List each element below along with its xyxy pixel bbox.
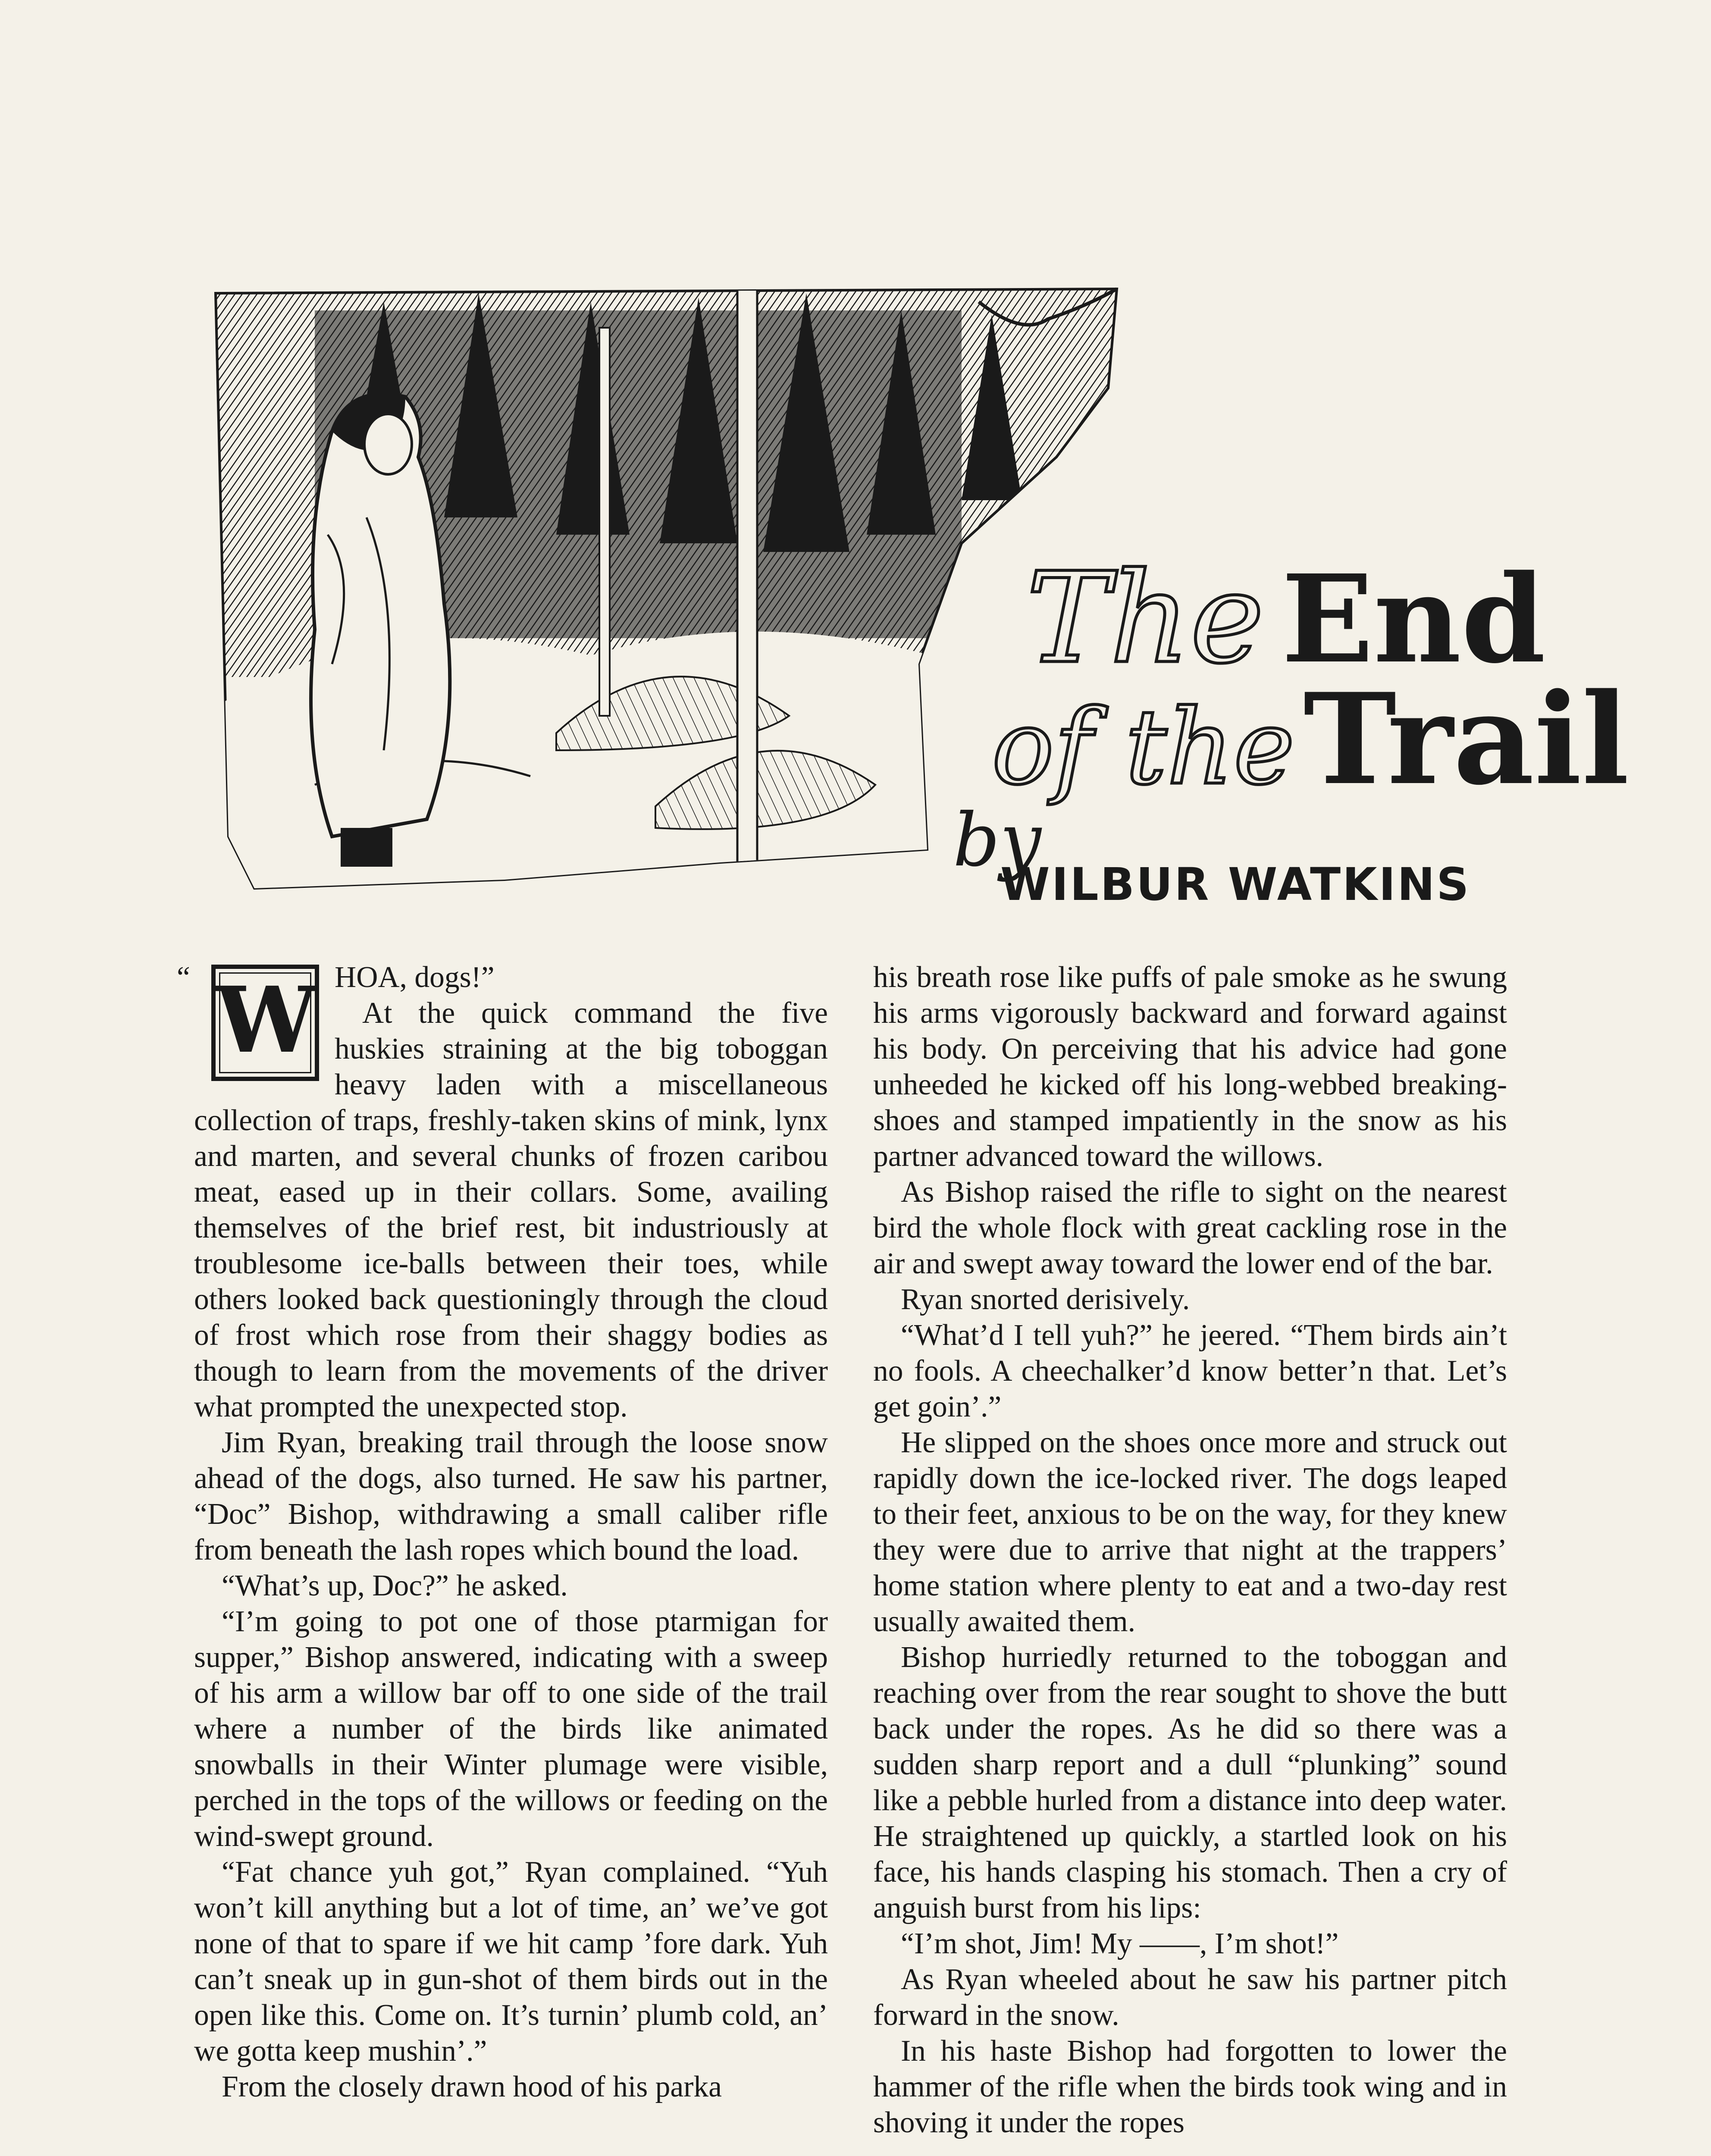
paragraph: Ryan snorted derisively. xyxy=(901,1283,1190,1316)
paragraph: Jim Ryan, breaking trail through the loose snow ahead of the dogs, also turned. He saw his partner, “Doc” Bishop, withdrawing a small caliber rifle from beneath the lash ropes which bound the load. xyxy=(194,1426,828,1567)
title-the: The xyxy=(1026,546,1264,691)
article-column-left xyxy=(177,959,828,2105)
paragraph: his breath rose like puffs of pale smoke as he swung his arms vigorously backward and forward against his body. On perceiving that his advice had gone unheeded he kicked off his long-webbed breaking-shoes and stamped impatiently in the snow as his partner advanced toward the willows. xyxy=(873,961,1507,1173)
paragraph: As Bishop raised the rifle to sight on the nearest bird the whole flock with great cackling rose in the air and swept away toward the lower end of the bar. xyxy=(873,1175,1507,1280)
title-trail: Trail xyxy=(1303,666,1630,813)
paragraph: He slipped on the shoes once more and struck out rapidly down the ice-locked river. The dogs leaped to their feet, anxious to be on the way, for they knew they were due to arrive that night at the trappers’ home station where plenty to eat and a two-day rest usually awaited them. xyxy=(873,1426,1507,1638)
byline-by: by xyxy=(953,798,1041,883)
title-of-the: of the xyxy=(992,687,1295,808)
paragraph: “I’m going to pot one of those ptarmigan for supper,” Bishop answered, indicating with a sweep of his arm a willow bar off to one side of the trail where a number of the birds like animated snowballs in their Winter plumage were visible, perched in the tops of the willows or feeding on the wind-swept ground. xyxy=(194,1605,828,1853)
paragraph: In his haste Bishop had forgotten to lower the hammer of the rifle when the birds took wing and in shoving it under the ropes xyxy=(873,2034,1507,2139)
paragraph: “Fat chance yuh got,” Ryan complained. “Yuh won’t kill anything but a lot of time, an’ we’ve got none of that to spare if we hit camp ’fore dark. Yuh can’t sneak up in gun-shot of them birds out in the open like this. Come on. It’s turnin’ plumb cold, an’ we gotta keep mushin’.” xyxy=(194,1855,828,2068)
paragraph: “What’s up, Doc?” he asked. xyxy=(222,1569,568,1602)
article-title xyxy=(953,546,1630,944)
opening-quote: “ xyxy=(177,961,190,994)
author-name: WILBUR WATKINS xyxy=(1000,858,1471,911)
paragraph: “What’d I tell yuh?” he jeered. “Them birds ain’t no fools. A cheechalker’d know better’n that. Let’s get goin’.” xyxy=(873,1319,1507,1423)
paragraph: At the quick command the five huskies straining at the big toboggan heavy laden with a miscellaneous collection of traps, freshly-taken skins of mink, lynx and marten, and several chunks of frozen caribou meat, eased up in their collars. Some, availing themselves of the brief rest, bit industriously at troublesome ice-balls between their toes, while others looked back questioningly through the cloud of frost which rose from their shaggy bodies as though to learn from the movements of the driver what prompted the unexpected stop. xyxy=(194,997,828,1423)
paragraph: Bishop hurriedly returned to the toboggan and reaching over from the rear sought to shove the butt back under the ropes. As he did so there was a sudden sharp report and a dull “plunking” sound like a pebble hurled from a distance into deep water. He straightened up quickly, a startled look on his face, his hands clasping his stomach. Then a cry of anguish burst from his lips: xyxy=(873,1641,1507,1924)
paragraph: “ W HOA, dogs!” xyxy=(194,959,828,995)
paragraph: “I’m shot, Jim! My ——, I’m shot!” xyxy=(901,1927,1339,1960)
paragraph: From the closely drawn hood of his parka xyxy=(222,2070,722,2103)
title-end: End xyxy=(1281,548,1546,690)
drop-cap: W xyxy=(211,965,319,1081)
paragraph: As Ryan wheeled about he saw his partner pitch forward in the snow. xyxy=(873,1963,1507,2032)
article-column-right xyxy=(873,959,1507,2140)
